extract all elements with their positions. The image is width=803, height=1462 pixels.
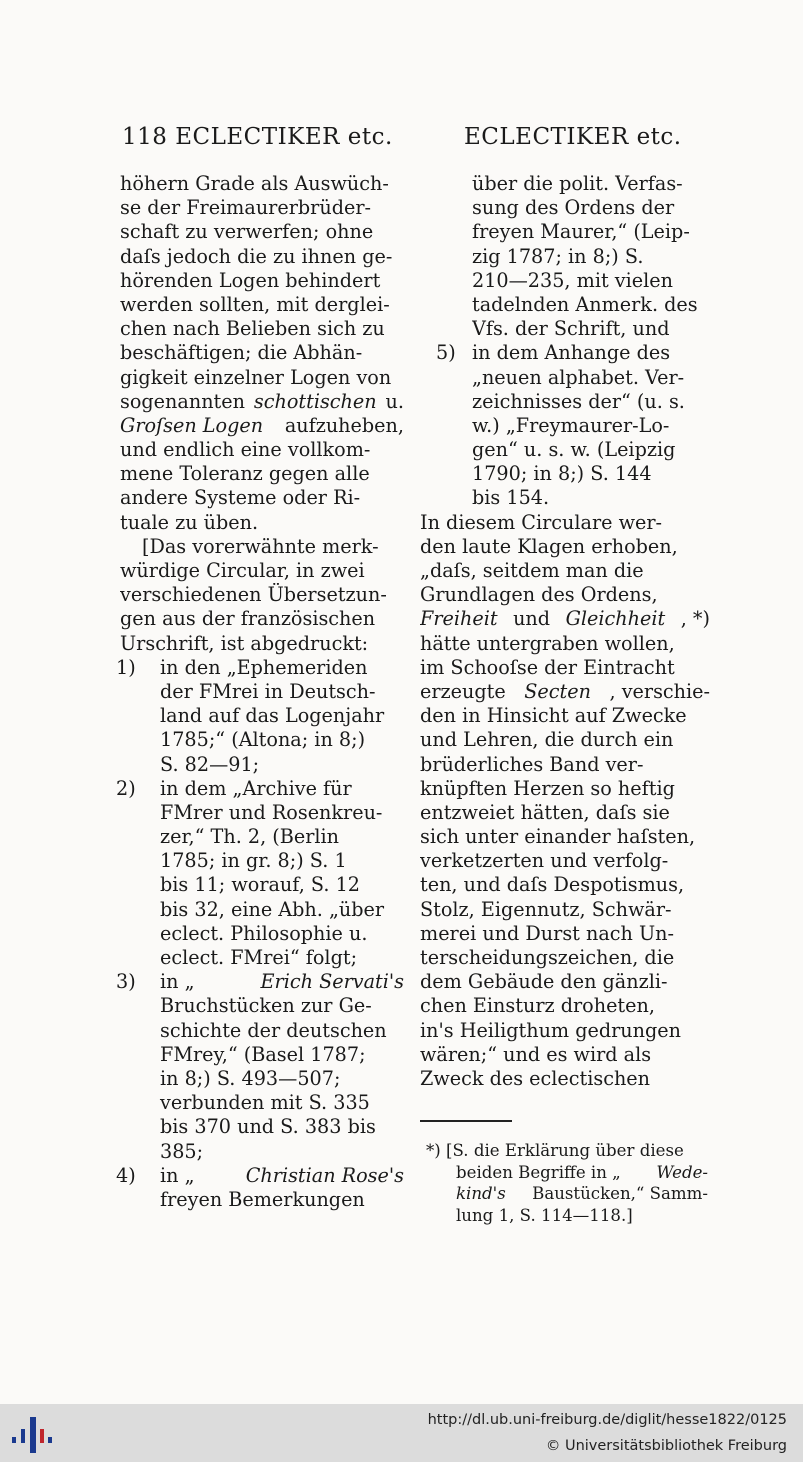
text-line: terscheidungszeichen, die [420, 946, 675, 969]
text-line: würdige Circular, in zwei [120, 559, 365, 582]
text-line: mene Toleranz gegen alle [120, 462, 370, 486]
text-line: FMrer und Rosenkreu- [160, 800, 383, 824]
text-line: eclect. FMrei“ folgt; [160, 946, 358, 969]
text-line: freyen Maurer,“ (Leip- [472, 220, 690, 244]
text-line: FMrey,“ (Basel 1787; [160, 1042, 366, 1066]
text-line: verbunden mit S. 335 [160, 1091, 370, 1115]
text-line: „daſs, seitdem man die [420, 559, 644, 582]
text-line: verschiedenen Übersetzun- [120, 583, 387, 607]
text-line: über die polit. Verfas- [472, 172, 683, 195]
text-line: gigkeit einzelner Logen von [120, 365, 392, 389]
text-line: „neuen alphabet. Ver- [472, 365, 685, 389]
text-line: schaft zu verwerfen; ohne [120, 220, 374, 244]
citation-item [116, 1163, 404, 1212]
text-line: Freiheit und Gleichheit , *) [420, 607, 710, 631]
text-line: verketzerten und verfolg- [420, 849, 669, 873]
text-line: chen nach Belieben sich zu [120, 317, 385, 341]
text-line: Stolz, Eigennutz, Schwär- [420, 897, 672, 921]
right-text-column [420, 172, 710, 1091]
text-line: eclect. Philosophie u. [160, 921, 368, 945]
running-header-left: 118 ECLECTIKER etc. [122, 124, 393, 150]
text-line: in „ Erich Servati's [160, 970, 404, 994]
footnote-rule [420, 1120, 512, 1122]
citation-item [116, 970, 404, 1164]
text-line: in dem „Archive für [160, 776, 352, 800]
text-line: in „ Christian Rose's [160, 1163, 404, 1187]
text-line: im Schooſse der Eintracht [420, 655, 675, 679]
text-line: erzeugte Secten , verschie- [420, 679, 710, 703]
text-line: daſs jedoch die zu ihnen ge- [120, 244, 393, 268]
text-line: gen“ u. s. w. (Leipzig [472, 438, 676, 462]
viewer-footer-bar [0, 1404, 803, 1462]
text-line: Zweck des eclectischen [420, 1066, 651, 1090]
text-line: tuale zu üben. [120, 510, 259, 534]
text-line: Urschrift, ist abgedruckt: [120, 631, 369, 655]
text-line: zer,“ Th. 2, (Berlin [160, 825, 340, 849]
text-line: 210—235, mit vielen [472, 268, 673, 292]
text-line: der FMrei in Deutsch- [160, 679, 376, 703]
text-line: beschäftigen; die Abhän- [120, 341, 363, 365]
permalink-url[interactable]: http://dl.ub.uni-freiburg.de/diglit/hesse1822/0125 [427, 1412, 787, 1428]
text-line: freyen Bemerkungen [160, 1187, 365, 1211]
text-line: bis 11; worauf, S. 12 [160, 873, 360, 897]
left-text-column [116, 172, 404, 1212]
text-line: ten, und daſs Despotismus, [420, 873, 685, 897]
text-line: hörenden Logen behindert [120, 268, 381, 292]
text-line: hätte untergraben wollen, [420, 631, 675, 655]
citation-item [116, 655, 404, 777]
item-number: 4) [116, 1163, 136, 1187]
text-line: beiden Begriffe in „ Wede- [456, 1162, 708, 1182]
library-logo-icon [12, 1417, 52, 1453]
text-line: knüpften Herzen so heftig [420, 776, 675, 800]
footnote [426, 1140, 708, 1226]
text-line: Grundlagen des Ordens, [420, 583, 658, 607]
text-line: w.) „Freymaurer-Lo- [472, 413, 670, 437]
text-line: sich unter einander haſsten, [420, 825, 696, 849]
text-line: tadelnden Anmerk. des [472, 292, 698, 316]
text-line: chen Einsturz droheten, [420, 994, 655, 1018]
text-line: in 8;) S. 493—507; [160, 1066, 341, 1090]
text-line: sung des Ordens der [472, 196, 675, 220]
text-line: *) [S. die Erklärung über diese [426, 1141, 684, 1160]
item-number: 5) [436, 341, 456, 365]
text-line: In diesem Circulare wer- [420, 510, 663, 534]
text-line: sogenannten schottischen u. [120, 389, 404, 413]
text-line: [Das vorerwähnte merk- [142, 534, 379, 558]
item-number: 1) [116, 655, 136, 679]
text-line: gen aus der französischen [120, 607, 376, 631]
text-line: bis 370 und S. 383 bis [160, 1115, 376, 1139]
text-line: wären;“ und es wird als [420, 1042, 652, 1066]
text-line: andere Systeme oder Ri- [120, 486, 361, 510]
text-line: 1785;“ (Altona; in 8;) [160, 728, 366, 752]
text-line: 1785; in gr. 8;) S. 1 [160, 849, 347, 873]
text-line: höhern Grade als Auswüch- [120, 172, 389, 195]
text-line: bis 32, eine Abh. „über [160, 897, 385, 921]
text-line: kind's Baustücken,“ Samm- [456, 1184, 708, 1203]
text-line: in dem Anhange des [472, 341, 671, 365]
text-line: 385; [160, 1139, 204, 1163]
text-line: lung 1, S. 114—118.] [456, 1205, 633, 1225]
text-line: land auf das Logenjahr [160, 704, 385, 728]
text-line: werden sollten, mit derglei- [120, 292, 390, 316]
item-number: 3) [116, 970, 136, 994]
text-line: zeichnisses der“ (u. s. [472, 389, 685, 413]
text-line: Groſsen Logen aufzuheben, [120, 413, 404, 437]
text-line: S. 82—91; [160, 752, 260, 776]
text-line: und endlich eine vollkom- [120, 438, 371, 462]
text-line: den in Hinsicht auf Zwecke [420, 704, 687, 728]
text-line: zig 1787; in 8;) S. [472, 244, 644, 268]
text-line: Bruchstücken zur Ge- [160, 994, 372, 1018]
text-line: brüderliches Band ver- [420, 752, 644, 776]
item-number: 2) [116, 776, 136, 800]
text-line: den laute Klagen erhoben, [420, 534, 678, 558]
text-line: dem Gebäude den gänzli- [420, 970, 668, 994]
text-line: merei und Durst nach Un- [420, 921, 674, 945]
text-line: in den „Ephemeriden [160, 655, 368, 679]
running-header-right: ECLECTIKER etc. [464, 124, 682, 150]
text-line: und Lehren, die durch ein [420, 728, 674, 752]
text-line: se der Freimaurerbrüder- [120, 196, 371, 220]
text-line: Vfs. der Schrift, und [472, 317, 670, 341]
text-line: schichte der deutschen [160, 1018, 387, 1042]
text-line: entzweiet hätten, daſs sie [420, 800, 670, 824]
text-line: in's Heiligthum gedrungen [420, 1018, 682, 1042]
copyright-notice: © Universitätsbibliothek Freiburg [545, 1438, 787, 1454]
citation-item [420, 341, 710, 510]
text-line: 1790; in 8;) S. 144 [472, 462, 652, 486]
citation-item [116, 776, 404, 971]
text-line: bis 154. [472, 486, 550, 510]
